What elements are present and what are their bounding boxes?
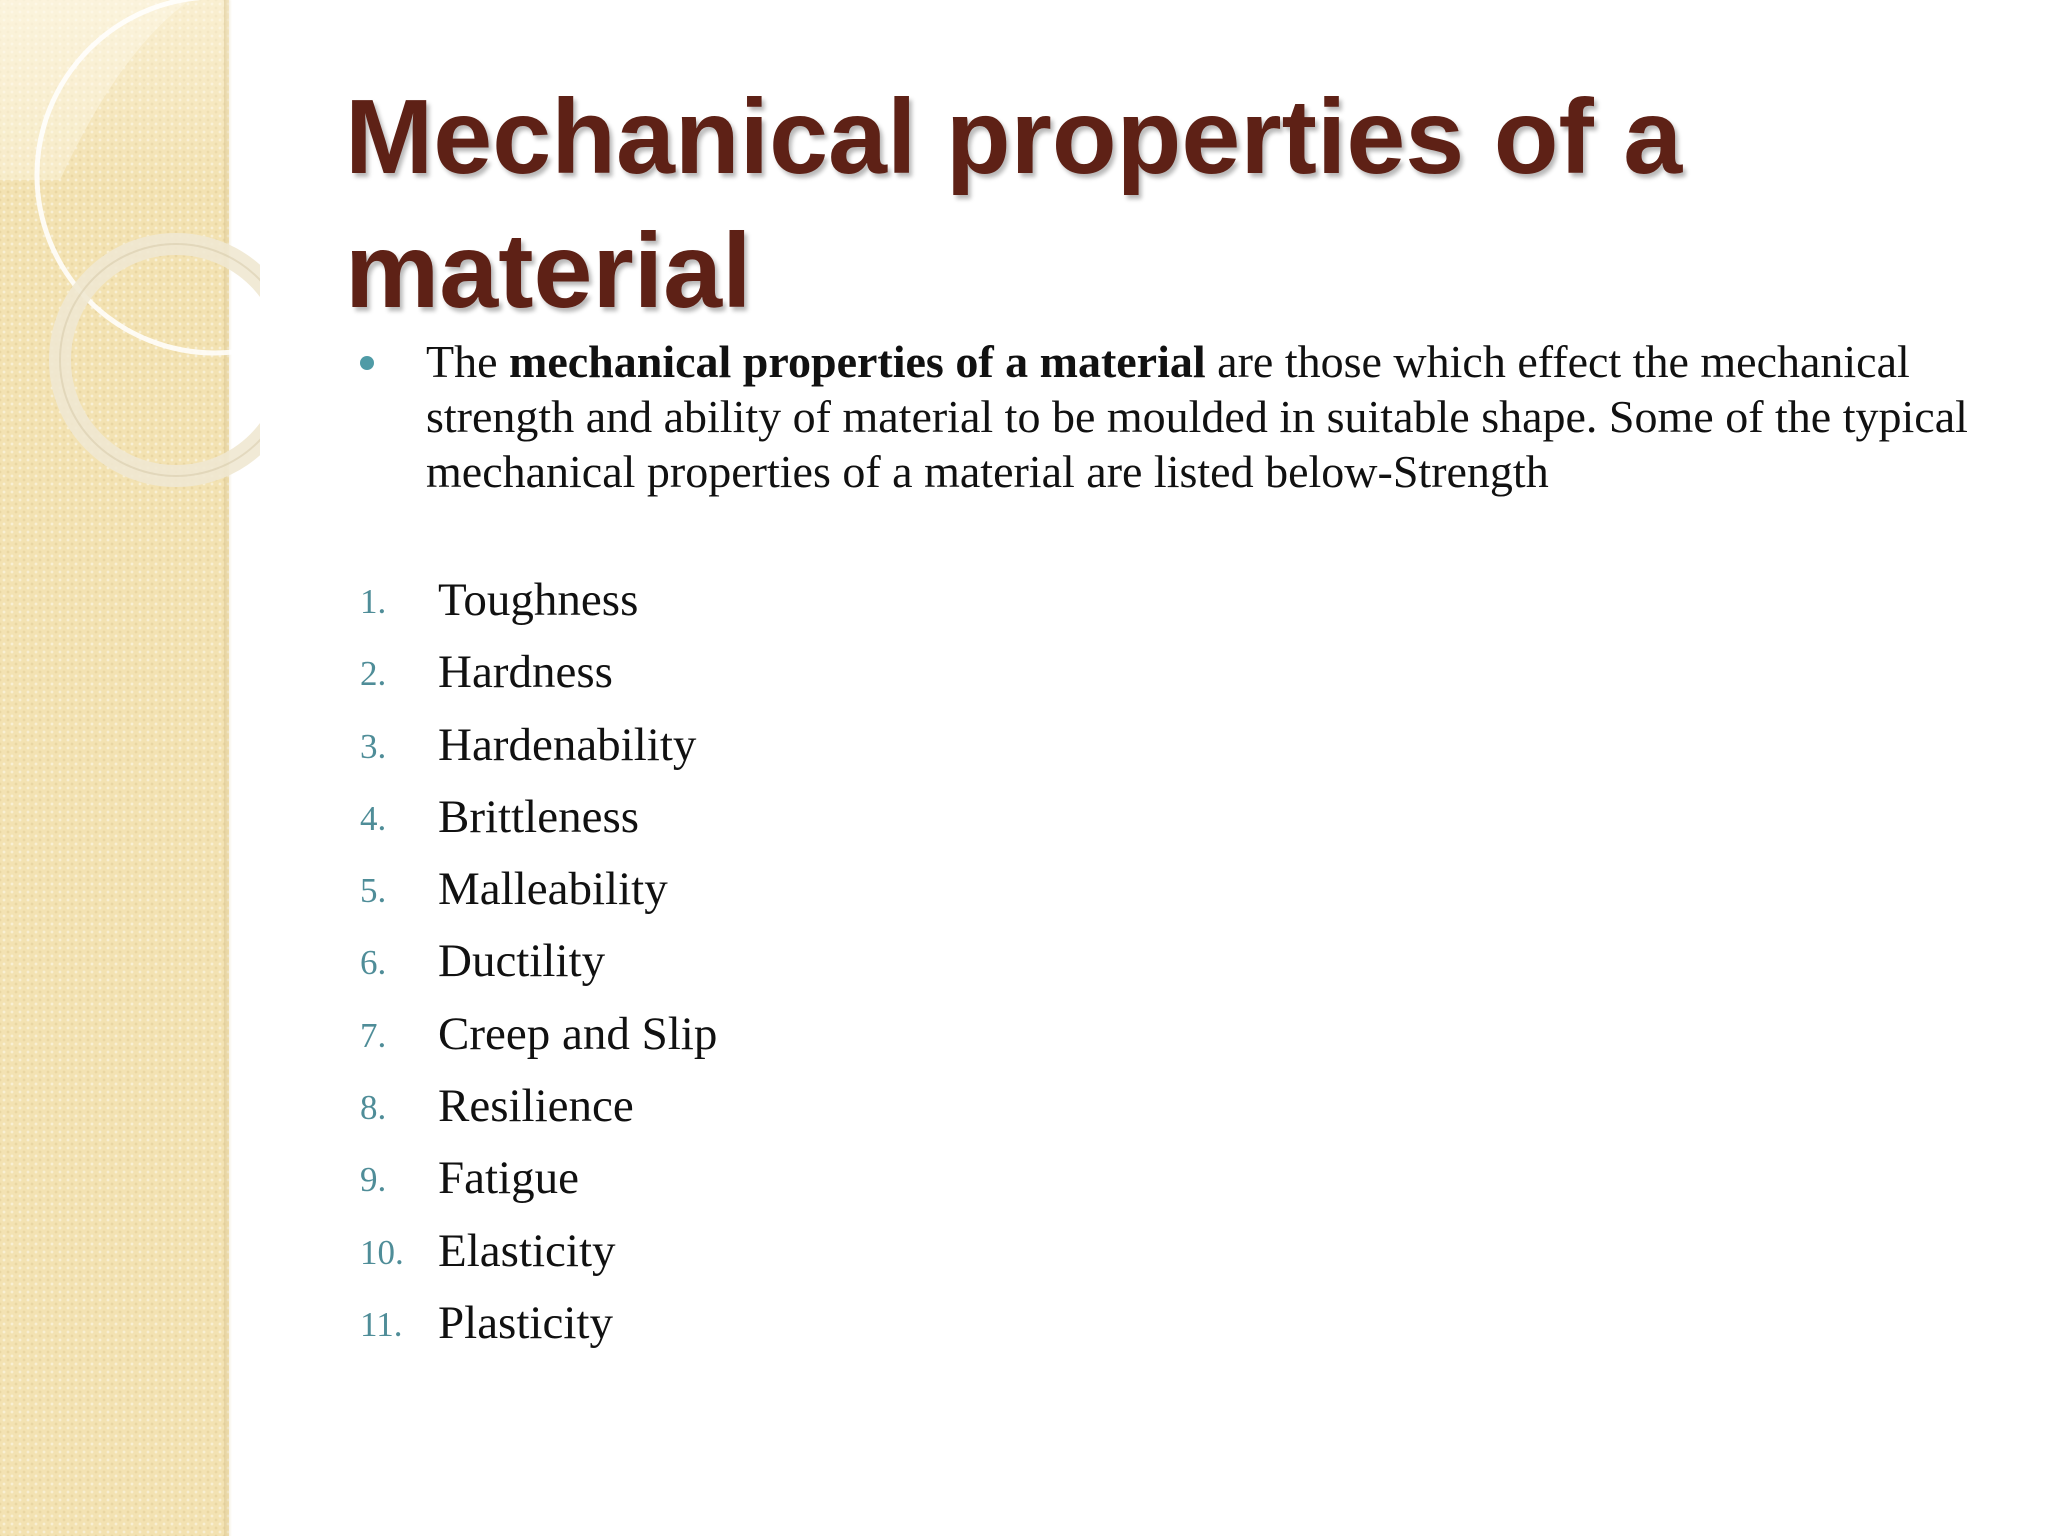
list-number: 4. bbox=[360, 798, 387, 838]
list-label: Creep and Slip bbox=[438, 1007, 718, 1060]
list-number: 7. bbox=[360, 1015, 387, 1055]
list-number: 10. bbox=[360, 1232, 404, 1272]
intro-rest: are those which effect the mechanical strength and ability of material to be moulded in suitable shape. Some of the typical mechanical properties of a material are listed below-Strength bbox=[426, 336, 1968, 497]
decorative-ring-thick bbox=[60, 244, 260, 476]
list-label: Elasticity bbox=[438, 1224, 616, 1277]
intro-text bbox=[426, 334, 2000, 499]
intro-bold-term: mechanical properties of a material bbox=[509, 336, 1206, 387]
list-number: 8. bbox=[360, 1088, 387, 1128]
list-label: Hardenability bbox=[438, 718, 697, 771]
list-item bbox=[360, 789, 717, 861]
list-label: Malleability bbox=[438, 863, 668, 916]
list-item bbox=[360, 1223, 717, 1295]
list-item bbox=[360, 1150, 717, 1222]
list-number: 6. bbox=[360, 943, 387, 983]
list-label: Brittleness bbox=[438, 790, 640, 843]
intro-paragraph bbox=[360, 334, 2000, 499]
list-item bbox=[360, 933, 717, 1005]
list-item bbox=[360, 1078, 717, 1150]
list-number: 9. bbox=[360, 1160, 387, 1200]
list-item bbox=[360, 1295, 717, 1367]
list-item bbox=[360, 572, 717, 644]
decorative-shape-light bbox=[0, 0, 190, 180]
list-number: 2. bbox=[360, 654, 387, 694]
list-label: Resilience bbox=[438, 1080, 634, 1133]
page-title: Mechanical properties of a material bbox=[345, 78, 1683, 330]
list-label: Hardness bbox=[438, 646, 613, 699]
list-number: 11. bbox=[360, 1304, 403, 1344]
list-item bbox=[360, 717, 717, 789]
list-label: Fatigue bbox=[438, 1152, 579, 1205]
list-number: 5. bbox=[360, 871, 387, 911]
decorative-rings bbox=[0, 0, 260, 520]
bullet-dot-icon bbox=[360, 356, 374, 370]
list-number: 1. bbox=[360, 582, 387, 621]
list-label: Plasticity bbox=[438, 1296, 613, 1349]
properties-list bbox=[360, 572, 717, 1367]
intro-lead: The bbox=[426, 336, 510, 387]
list-label: Ductility bbox=[438, 935, 606, 988]
list-number: 3. bbox=[360, 726, 387, 766]
list-item bbox=[360, 1006, 717, 1078]
list-label: Toughness bbox=[438, 574, 639, 626]
list-item bbox=[360, 644, 717, 716]
list-item bbox=[360, 861, 717, 933]
